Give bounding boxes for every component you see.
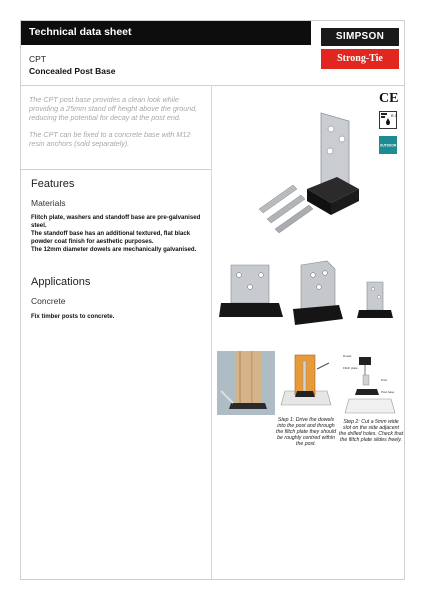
installation-photo (217, 351, 275, 415)
step1-caption: Step 1: Drive the dowels into the post and through the flitch plate they should be roughly centred within the post. (276, 417, 336, 447)
section-divider (21, 169, 211, 170)
materials-text (31, 214, 203, 254)
logo-strongtie-text: Strong-Tie (321, 49, 399, 69)
svg-text:Flitch plate: Flitch plate (343, 366, 358, 370)
dowels (259, 185, 313, 233)
materials-subheading: Materials (31, 198, 66, 208)
materials-line-2: The standoff base has an additional textured, flat black powder coat finish for aesthetic purposes. (31, 230, 191, 245)
variant-image-2 (289, 259, 349, 335)
logo-simpson-text: SIMPSON (321, 28, 399, 46)
step1-diagram (277, 351, 335, 415)
datasheet-page (20, 20, 405, 580)
outdoor-icon (379, 136, 397, 154)
svg-text:OUTDOOR: OUTDOOR (379, 143, 397, 148)
svg-text:Post base: Post base (381, 390, 395, 394)
variant-image-1 (217, 259, 287, 329)
svg-text:R-3: R-3 (391, 114, 397, 118)
step2-caption: Step 2: Cut a 5mm wide slot on the side adjacent the drilled holes. Check that the flitch plate slides freely. (339, 419, 404, 443)
simpson-strong-tie-logo (321, 28, 399, 70)
header-bar (21, 21, 311, 45)
product-code: CPT (29, 54, 46, 64)
svg-text:Post: Post (381, 378, 388, 382)
variant-image-3 (351, 276, 399, 328)
materials-line-1: Flitch plate, washers and standoff base are pre-galvanised steel. (31, 214, 201, 229)
header-divider (21, 85, 404, 86)
materials-line-3: The 12mm diameter dowels are mechanically galvanised. (31, 246, 197, 253)
svg-text:Dowel: Dowel (343, 354, 352, 358)
column-divider (211, 85, 212, 579)
concrete-text: Fix timber posts to concrete. (31, 313, 115, 320)
product-name: Concealed Post Base (29, 66, 116, 76)
cpt-product-image (241, 101, 371, 251)
applications-heading: Applications (31, 276, 91, 288)
ce-mark-icon: CE (379, 91, 399, 106)
concrete-subheading: Concrete (31, 296, 66, 306)
step2-diagram (341, 351, 401, 421)
corrosion-class-icon (379, 111, 397, 129)
intro-paragraph-2: The CPT can be fixed to a concrete base with M12 resin anchors (sold separately). (29, 130, 191, 148)
document-title: Technical data sheet (29, 26, 132, 38)
intro-text (29, 95, 207, 156)
intro-paragraph-1: The CPT post base provides a clean look while providing a 25mm stand off height above the ground, reducing the potential for decay at the post end. (29, 95, 198, 122)
features-heading: Features (31, 178, 75, 190)
